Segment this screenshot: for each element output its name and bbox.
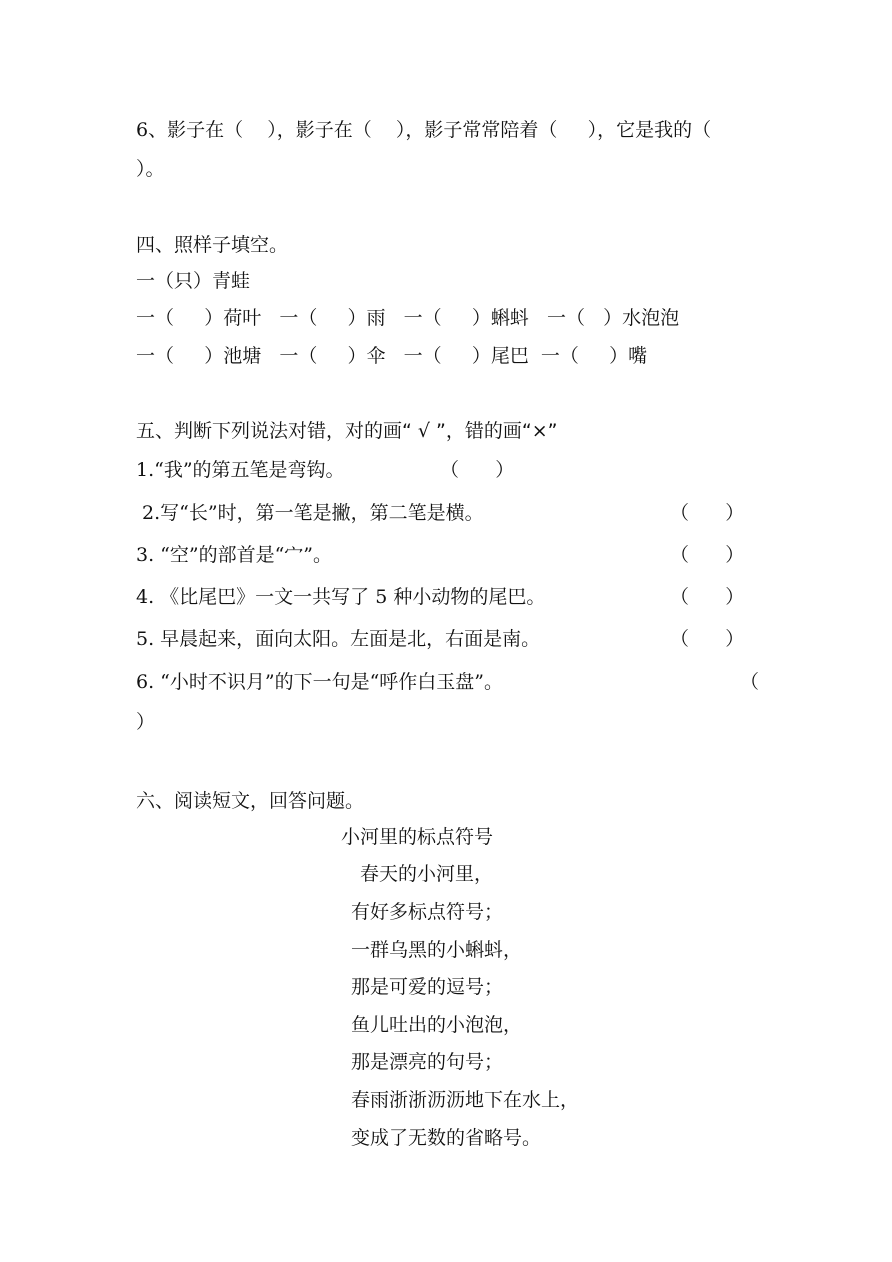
- judgement-item-1-bracket: （ ）: [440, 459, 515, 481]
- judgement-item-6-wrap: ）: [136, 711, 156, 733]
- section-4-title: 四、照样子填空。: [136, 234, 289, 256]
- poem-line: 有好多标点符号；: [351, 901, 504, 923]
- judgement-item-6-bracket: （: [740, 671, 760, 693]
- section-6-title: 六、阅读短文，回答问题。: [136, 790, 365, 812]
- poem-line: 春雨浙浙沥沥地下在水上，: [351, 1089, 580, 1111]
- poem-line: 那是可爱的逗号；: [351, 976, 504, 998]
- judgement-item-5-bracket: （ ）: [670, 628, 745, 650]
- judgement-item-3-bracket: （ ）: [670, 544, 745, 566]
- judgement-item-4-bracket: （ ）: [670, 586, 745, 608]
- section-4-example: 一（只）青蛙: [136, 270, 251, 292]
- fill-question-6-line1: 6、影子在（ ），影子在（ ），影子常常陪着（ ），它是我的（: [136, 119, 712, 141]
- poem-line: 那是漂亮的句号；: [351, 1051, 504, 1073]
- fill-question-6-line2: ）。: [136, 158, 165, 180]
- poem-line: 变成了无数的省略号。: [351, 1127, 542, 1149]
- poem-line: 春天的小河里，: [360, 863, 494, 885]
- poem-title: 小河里的标点符号: [341, 826, 494, 848]
- judgement-item-2-bracket: （ ）: [670, 502, 745, 524]
- poem-line: 鱼儿吐出的小泡泡，: [351, 1014, 523, 1036]
- section-4-row-1: 一（ ）荷叶 一（ ）雨 一（ ）蝌蚪 一（ ）水泡泡: [136, 307, 680, 329]
- section-5-title: 五、判断下列说法对错，对的画“ √ ”，错的画“×”: [136, 420, 558, 442]
- judgement-item-3: 3. “空”的部首是“宀”。: [136, 544, 333, 566]
- judgement-item-1: 1.“我”的第五笔是弯钩。: [136, 459, 345, 481]
- section-4-row-2: 一（ ）池塘 一（ ）伞 一（ ）尾巴 一（ ）嘴: [136, 345, 648, 367]
- judgement-item-5: 5. 早晨起来，面向太阳。左面是北，右面是南。: [136, 628, 541, 650]
- poem-line: 一群乌黑的小蝌蚪，: [351, 939, 523, 961]
- judgement-item-2: 2.写“长”时，第一笔是撇，第二笔是横。: [136, 502, 484, 524]
- judgement-item-4: 4. 《比尾巴》一文一共写了 5 种小动物的尾巴。: [136, 586, 546, 608]
- judgement-item-6: 6. “小时不识月”的下一句是“呼作白玉盘”。: [136, 671, 504, 693]
